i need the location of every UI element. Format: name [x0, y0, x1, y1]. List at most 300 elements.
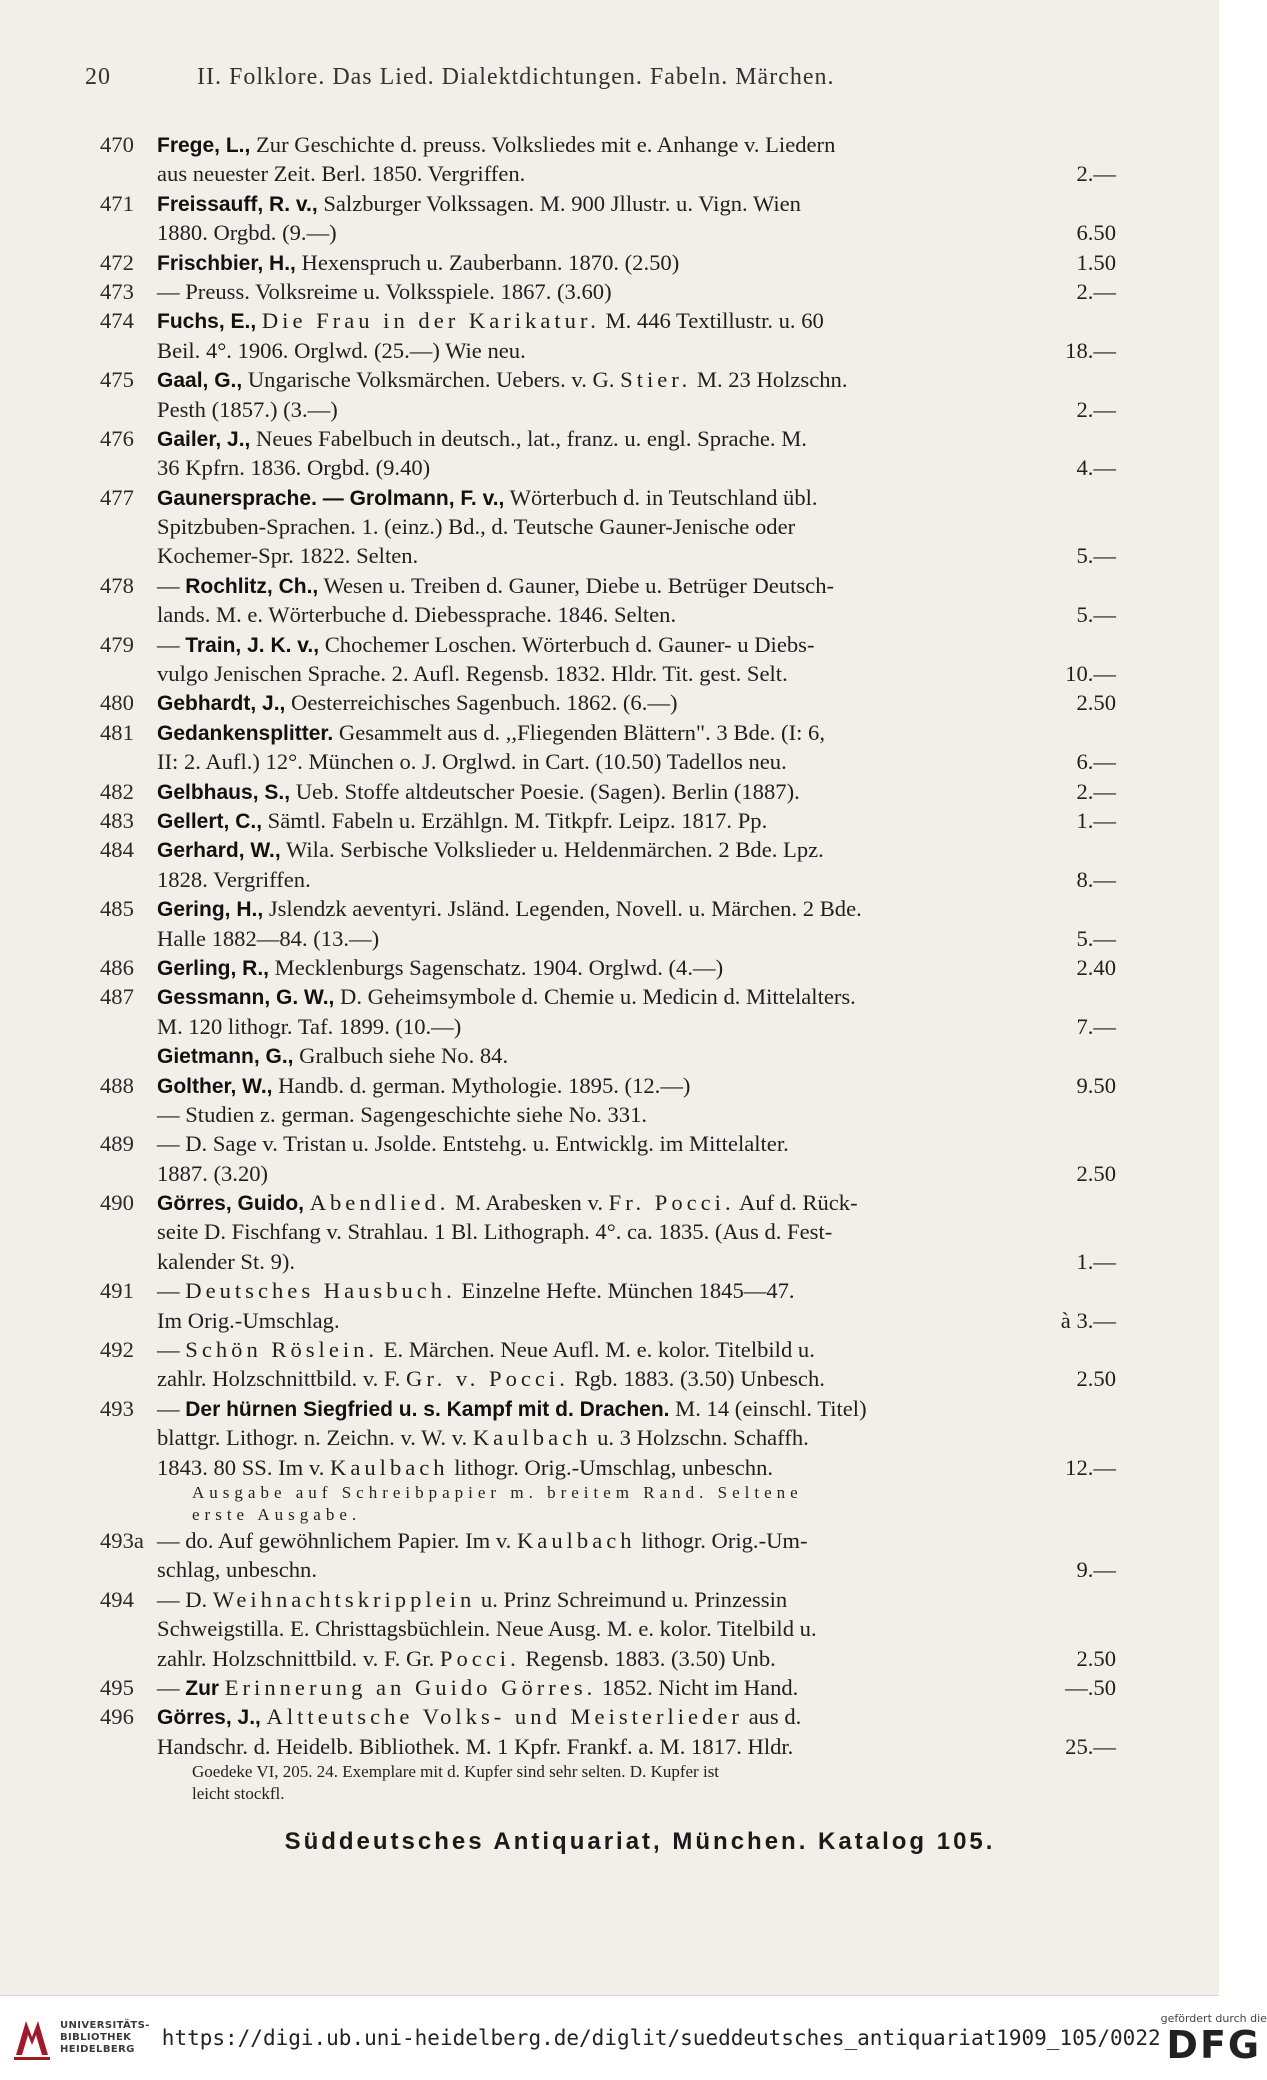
entry-line: [100, 571, 1116, 600]
entry-text: [157, 1188, 1116, 1218]
catalog-entry: [100, 1526, 1116, 1585]
entry-number: 472: [100, 249, 134, 275]
entry-line: [100, 306, 1116, 335]
entry-line: [100, 1100, 1116, 1129]
entry-segment: D. Geheimsymbole d. Chemie u. Medicin d. Mittelalters.: [334, 984, 856, 1010]
catalog-entry: [100, 835, 1116, 894]
entry-text: [157, 953, 1066, 983]
page-number: 20: [85, 64, 111, 90]
entry-price: 7.—: [1076, 1013, 1116, 1039]
entry-segment: u. 3 Holzschn. Schaffh.: [591, 1425, 809, 1451]
entry-line: [100, 1306, 1116, 1335]
entry-number: 482: [100, 778, 134, 804]
spaced-title: Weihnachtskripplein: [212, 1586, 476, 1612]
catalog-entry: [100, 688, 1116, 717]
entry-segment: Wörterbuch d. in Teutschland übl.: [504, 484, 818, 510]
author-name: Freissauff, R. v.,: [157, 192, 318, 216]
catalog-entry: [100, 1673, 1116, 1702]
entry-line: [100, 1644, 1116, 1673]
entry-price: à 3.—: [1060, 1307, 1116, 1333]
entry-price: 25.—: [1065, 1733, 1116, 1759]
entry-text: [157, 982, 1116, 1012]
entry-segment: Neues Fabelbuch in deutsch., lat., franz. u. engl. Sprache. M.: [250, 425, 807, 451]
entry-segment: lithogr. Orig.-Um-: [635, 1527, 808, 1553]
entry-text: [100, 218, 1066, 247]
entry-segment: Rgb. 1883. (3.50) Unbesch.: [568, 1366, 825, 1392]
entry-segment: — do. Auf gewöhnlichem Papier. Im v.: [157, 1527, 517, 1553]
catalog-entry: [100, 1129, 1116, 1188]
entry-price: 5.—: [1076, 925, 1116, 951]
entry-line: [100, 365, 1116, 394]
sponsor-block[interactable]: [1161, 2012, 1267, 2065]
author-name: Gedankensplitter.: [157, 721, 334, 745]
entry-segment: 1880. Orgbd. (9.—): [157, 220, 337, 246]
entry-note: Goedeke VI, 205. 24. Exemplare mit d. Kupfer sind sehr selten. D. Kupfer ist: [192, 1762, 720, 1782]
entry-number: 493a: [100, 1527, 144, 1553]
entry-line: [100, 336, 1116, 365]
author-name: Gessmann, G. W.,: [157, 986, 335, 1010]
spaced-title: Pocci.: [439, 1645, 520, 1671]
entry-line: [100, 453, 1116, 482]
entry-segment: 1843. 80 SS. Im v.: [157, 1454, 331, 1480]
entry-segment: —: [157, 572, 186, 598]
entry-line: [100, 483, 1116, 512]
entry-price: 10.—: [1065, 661, 1116, 687]
entry-segment: M. 446 Textillustr. u. 60: [599, 308, 824, 334]
entry-text: [157, 1129, 1116, 1158]
spaced-title: Erinnerung an Guido Görres.: [224, 1674, 597, 1700]
entry-segment: u. Prinz Schreimund u. Prinzessin: [475, 1586, 788, 1612]
entry-line: [100, 1071, 1116, 1100]
entry-text: [157, 483, 1116, 513]
author-name: Gerling, R.,: [157, 956, 270, 980]
entry-text: [157, 1394, 1116, 1424]
spaced-title: Kaulbach: [472, 1425, 592, 1451]
entry-text: [157, 189, 1116, 219]
entry-text: [157, 1071, 1066, 1101]
entry-line: [100, 1585, 1116, 1614]
entry-line: [100, 1188, 1116, 1217]
entry-segment: — Studien z. german. Sagengeschichte siehe No. 331.: [157, 1101, 648, 1127]
institution-name: [60, 2020, 150, 2056]
entry-number: 492: [100, 1337, 134, 1363]
catalog-entry: [100, 130, 1116, 189]
entry-text: [100, 1159, 1066, 1188]
entry-text: [100, 1217, 1116, 1246]
entry-segment: Handschr. d. Heidelb. Bibliothek. M. 1 Kpfr. Frankf. a. M. 1817. Hldr.: [157, 1733, 794, 1759]
entry-segment: Chochemer Loschen. Wörterbuch d. Gauner- u Diebs-: [319, 631, 815, 657]
university-library-logo[interactable]: [12, 2015, 150, 2061]
catalog-entry: [100, 277, 1116, 306]
author-name: Gering, H.,: [157, 898, 264, 922]
author-name: Zur: [185, 1676, 220, 1700]
entry-text: [100, 395, 1066, 424]
entry-segment: zahlr. Holzschnittbild. v. F. Gr.: [157, 1645, 440, 1671]
entry-segment: —: [157, 1395, 186, 1421]
catalog-footer: Süddeutsches Antiquariat, München. Katalog 105.: [284, 1828, 996, 1855]
entry-text: [157, 130, 1116, 160]
entry-number: 490: [100, 1190, 134, 1216]
entry-text: [157, 894, 1116, 924]
entry-price: 2.50: [1076, 690, 1116, 716]
entry-text: [100, 659, 1055, 688]
entry-segment: Einzelne Hefte. München 1845—47.: [455, 1278, 795, 1304]
entry-segment: 1887. (3.20): [157, 1160, 269, 1186]
entry-number: 481: [100, 719, 134, 745]
entry-line: [100, 541, 1116, 570]
entry-line: [100, 218, 1116, 247]
entry-line: [100, 982, 1116, 1011]
entry-number: 496: [100, 1704, 134, 1730]
entry-text: [100, 600, 1066, 629]
entry-number: 475: [100, 367, 134, 393]
entry-line: [100, 395, 1116, 424]
entry-segment: Jslendzk aeventyri. Jsländ. Legenden, Novell. u. Märchen. 2 Bde.: [263, 896, 862, 922]
catalog-entry: [100, 1585, 1116, 1673]
entry-segment: 1828. Vergriffen.: [157, 866, 311, 892]
entry-note: leicht stockfl.: [192, 1784, 285, 1804]
entry-text: [100, 1423, 1116, 1452]
entry-segment: Kochemer-Spr. 1822. Selten.: [157, 543, 419, 569]
entry-number: 486: [100, 954, 134, 980]
entry-segment: 1852. Nicht im Hand.: [596, 1674, 799, 1700]
entry-line: [100, 1423, 1116, 1452]
entry-note: Ausgabe auf Schreibpapier m. breitem Rand. Seltene: [192, 1482, 803, 1502]
catalog-entry: [100, 483, 1116, 571]
entry-text: [100, 1614, 1116, 1643]
entry-number: 480: [100, 690, 134, 716]
catalog-entry: [100, 1276, 1116, 1335]
entry-text: [100, 747, 1066, 776]
entry-segment: Regensb. 1883. (3.50) Unb.: [519, 1645, 776, 1671]
institution-line: HEIDELBERG: [60, 2044, 135, 2055]
entry-text: [100, 924, 1066, 953]
entry-number: 477: [100, 484, 134, 510]
entry-segment: —: [157, 1674, 186, 1700]
entry-line: [100, 865, 1116, 894]
entry-segment: Wila. Serbische Volkslieder u. Heldenmärchen. 2 Bde. Lpz.: [280, 837, 824, 863]
entry-line: [100, 1732, 1116, 1761]
entry-number: 488: [100, 1072, 134, 1098]
entry-line: [100, 688, 1116, 717]
entry-price: 12.—: [1065, 1454, 1116, 1480]
entry-line: [100, 747, 1116, 776]
entry-text: [157, 1335, 1116, 1364]
entry-text: [100, 1364, 1066, 1393]
catalog-entry: [100, 718, 1116, 777]
entry-price: 4.—: [1076, 455, 1116, 481]
entry-text: [157, 1526, 1116, 1555]
catalog-entry: [100, 1071, 1116, 1130]
entry-segment: Spitzbuben-Sprachen. 1. (einz.) Bd., d. Teutsche Gauner-Jenische oder: [157, 514, 796, 540]
catalog-entry: [100, 982, 1116, 1041]
catalog-entry: [100, 1041, 1116, 1070]
entry-number: 485: [100, 896, 134, 922]
entry-text: [100, 1644, 1066, 1673]
author-name: Gelbhaus, S.,: [157, 780, 291, 804]
entry-line: [100, 600, 1116, 629]
entry-segment: Im Orig.-Umschlag.: [157, 1307, 340, 1333]
entry-text: [157, 365, 1116, 395]
catalog-entry: [100, 630, 1116, 689]
entry-text: [100, 159, 1066, 188]
institution-line: BIBLIOTHEK: [60, 2032, 132, 2043]
entry-note: erste Ausgabe.: [192, 1504, 362, 1524]
entry-price: 2.—: [1076, 778, 1116, 804]
entry-text: [100, 1247, 1066, 1276]
entry-segment: Salzburger Volkssagen. M. 900 Jllustr. u. Vign. Wien: [317, 190, 801, 216]
catalog-entry: [100, 1702, 1116, 1805]
author-name: Gellert, C.,: [157, 809, 263, 833]
entry-number: 484: [100, 837, 134, 863]
entry-segment: Handb. d. german. Mythologie. 1895. (12.—): [272, 1072, 691, 1098]
entry-line: [100, 1364, 1116, 1393]
entry-text: [100, 453, 1066, 482]
entry-segment: vulgo Jenischen Sprache. 2. Aufl. Regensb. 1832. Hldr. Tit. gest. Selt.: [157, 661, 788, 687]
spaced-title: Abendlied.: [309, 1190, 450, 1216]
entry-text: [100, 336, 1055, 365]
entry-number: 491: [100, 1278, 134, 1304]
entry-segment: —: [157, 631, 186, 657]
entry-segment: —: [157, 1278, 186, 1304]
entry-number: 483: [100, 807, 134, 833]
entry-number: 479: [100, 631, 134, 657]
entry-segment: — D. Sage v. Tristan u. Jsolde. Entstehg. u. Entwicklg. im Mittelalter.: [157, 1131, 789, 1157]
catalog-entry: [100, 1335, 1116, 1394]
sponsor-caption: gefördert durch die: [1160, 2011, 1267, 2025]
author-name: Gietmann, G.,: [157, 1045, 294, 1069]
entry-line: [100, 1276, 1116, 1305]
entry-segment: II: 2. Aufl.) 12°. München o. J. Orglwd. in Cart. (10.50) Tadellos neu.: [157, 749, 787, 775]
entry-segment: seite D. Fischfang v. Strahlau. 1 Bl. Lithograph. 4°. ca. 1835. (Aus d. Fest-: [157, 1219, 833, 1245]
entry-segment: M. 23 Holzschn.: [691, 367, 848, 393]
author-name: Gaal, G.,: [157, 369, 243, 393]
author-name: Gailer, J.,: [157, 427, 251, 451]
entry-text: [157, 1673, 1055, 1703]
spaced-title: Gr. v. Pocci.: [406, 1366, 569, 1392]
entry-segment: Gesammelt aus d. ,,Fliegenden Blättern". 3 Bde. (I: 6,: [333, 719, 825, 745]
entry-segment: lands. M. e. Wörterbuche d. Diebessprache. 1846. Selten.: [157, 602, 677, 628]
entry-line: [100, 424, 1116, 453]
entry-price: 2.50: [1076, 1366, 1116, 1392]
entry-segment: — Preuss. Volksreime u. Volksspiele. 1867. (3.60): [157, 278, 612, 304]
author-name: Frischbier, H.,: [157, 251, 296, 275]
entry-number: 494: [100, 1586, 134, 1612]
viewer-bar: [0, 1995, 1267, 2080]
running-title: II. Folklore. Das Lied. Dialektdichtungen. Fabeln. Märchen.: [197, 64, 835, 90]
entry-segment: zahlr. Holzschnittbild. v. F.: [157, 1366, 406, 1392]
entry-line: [100, 159, 1116, 188]
entry-line: [100, 924, 1116, 953]
entry-segment: 36 Kpfrn. 1836. Orgbd. (9.40): [157, 455, 431, 481]
entry-number: 474: [100, 308, 134, 334]
entry-segment: Ungarische Volksmärchen. Uebers. v. G.: [242, 367, 621, 393]
entry-line: [100, 1012, 1116, 1041]
catalog-entry: [100, 953, 1116, 982]
entry-text: [157, 1702, 1116, 1732]
entry-text: [157, 248, 1066, 278]
entry-segment: Hexenspruch u. Zauberbann. 1870. (2.50): [295, 249, 680, 275]
entry-segment: M. Arabesken v.: [449, 1190, 609, 1216]
entry-line: [100, 894, 1116, 923]
entry-text: [100, 1453, 1055, 1482]
entry-price: 2.—: [1076, 278, 1116, 304]
entry-price: 1.—: [1076, 807, 1116, 833]
author-name: Fuchs, E.,: [157, 310, 257, 334]
entry-segment: aus d.: [742, 1704, 802, 1730]
entry-price: 2.40: [1076, 954, 1116, 980]
entry-line: [100, 1555, 1116, 1584]
entry-segment: Sämtl. Fabeln u. Erzählgn. M. Titkpfr. Leipz. 1817. Pp.: [262, 807, 768, 833]
entry-segment: —: [157, 1337, 186, 1363]
entry-text: [157, 718, 1116, 748]
entry-text: [100, 1012, 1066, 1041]
institution-line: UNIVERSITÄTS-: [60, 2020, 150, 2031]
entry-segment: Ueb. Stoffe altdeutscher Poesie. (Sagen). Berlin (1887).: [290, 778, 800, 804]
entry-line: [100, 1394, 1116, 1423]
entry-segment: M. 14 (einschl. Titel): [669, 1395, 867, 1421]
entry-line: [100, 277, 1116, 306]
spaced-title: Altteutsche Volks- und Meisterlieder: [266, 1704, 743, 1730]
entry-text: [157, 1585, 1116, 1614]
entry-text: [157, 630, 1116, 660]
catalog-entry: [100, 248, 1116, 277]
entry-line: [100, 953, 1116, 982]
entry-segment: aus neuester Zeit. Berl. 1850. Vergriffen.: [157, 161, 526, 187]
entry-text: [157, 1276, 1116, 1305]
entry-line: [100, 1453, 1116, 1482]
entry-line: [100, 1526, 1116, 1555]
entry-text: [100, 1732, 1055, 1761]
entry-number: 487: [100, 984, 134, 1010]
catalog-entry: [100, 424, 1116, 483]
spaced-title: Fr. Pocci.: [608, 1190, 735, 1216]
entry-line: [100, 189, 1116, 218]
university-seal-icon: [12, 2015, 52, 2061]
entry-line: [100, 1129, 1116, 1158]
entry-line: [100, 835, 1116, 864]
catalog-entries: [100, 130, 1116, 1805]
author-name: Görres, Guido,: [157, 1192, 305, 1216]
entry-text: [157, 688, 1066, 718]
author-name: Gaunersprache. — Grolmann, F. v.,: [157, 486, 505, 510]
entry-text: [157, 277, 1066, 306]
catalog-entry: [100, 894, 1116, 953]
entry-price: —.50: [1065, 1674, 1116, 1700]
entry-number: 489: [100, 1131, 134, 1157]
entry-price: 9.—: [1076, 1557, 1116, 1583]
entry-price: 9.50: [1076, 1072, 1116, 1098]
entry-number: 476: [100, 425, 134, 451]
entry-number: 478: [100, 572, 134, 598]
author-name: Der hürnen Siegfried u. s. Kampf mit d. Drachen.: [185, 1397, 670, 1421]
catalog-entry: [100, 1394, 1116, 1526]
entry-line: [100, 1702, 1116, 1731]
page-url-link[interactable]: https://digi.ub.uni-heidelberg.de/diglit/sueddeutsches_antiquariat1909_105/0022: [161, 2026, 1161, 2050]
entry-price: 2.50: [1076, 1160, 1116, 1186]
catalog-entry: [100, 306, 1116, 365]
author-name: Gerhard, W.,: [157, 839, 281, 863]
catalog-entry: [100, 777, 1116, 806]
entry-segment: Gralbuch siehe No. 84.: [293, 1043, 509, 1069]
entry-segment: kalender St. 9).: [157, 1248, 296, 1274]
entry-line: [100, 512, 1116, 541]
entry-price: 6.50: [1076, 220, 1116, 246]
author-name: Golther, W.,: [157, 1074, 273, 1098]
entry-line: [100, 1247, 1116, 1276]
entry-text: [157, 777, 1066, 807]
entry-number: 493: [100, 1395, 134, 1421]
entry-segment: Wesen u. Treiben d. Gauner, Diebe u. Betrüger Deutsch-: [318, 572, 835, 598]
entry-segment: Mecklenburgs Sagenschatz. 1904. Orglwd. (4.—): [269, 954, 724, 980]
author-name: Train, J. K. v.,: [185, 633, 320, 657]
entry-text: [157, 1041, 1116, 1071]
spaced-title: Schön Röslein.: [185, 1337, 379, 1363]
entry-line: [100, 718, 1116, 747]
author-name: Gebhardt, J.,: [157, 692, 286, 716]
entry-text: [100, 512, 1116, 541]
entry-line: [100, 1673, 1116, 1702]
entry-line: [100, 1041, 1116, 1070]
entry-number: 470: [100, 132, 134, 157]
entry-line: [100, 248, 1116, 277]
entry-text: [100, 1306, 1051, 1335]
entry-text: [157, 306, 1116, 336]
running-head: [85, 64, 1135, 91]
entry-segment: Auf d. Rück-: [734, 1190, 858, 1216]
entry-line: [100, 659, 1116, 688]
entry-text: [100, 1100, 1116, 1129]
entry-segment: Beil. 4°. 1906. Orglwd. (25.—) Wie neu.: [157, 337, 526, 363]
entry-line: [100, 130, 1116, 159]
entry-line: [100, 806, 1116, 835]
entry-segment: Schweigstilla. E. Christtagsbüchlein. Neue Ausg. M. e. kolor. Titelbild u.: [157, 1616, 817, 1642]
entry-text: [157, 571, 1116, 601]
entry-text: [100, 1555, 1066, 1584]
spaced-title: Kaulbach: [516, 1527, 636, 1553]
author-name: Rochlitz, Ch.,: [185, 574, 319, 598]
entry-segment: Zur Geschichte d. preuss. Volksliedes mit e. Anhange v. Liedern: [250, 132, 836, 157]
entry-segment: — D.: [157, 1586, 213, 1612]
entry-segment: Oesterreichisches Sagenbuch. 1862. (6.—): [285, 690, 678, 716]
entry-segment: lithogr. Orig.-Umschlag, unbeschn.: [448, 1454, 774, 1480]
entry-number: 495: [100, 1674, 134, 1700]
entry-price: 8.—: [1076, 866, 1116, 892]
entry-price: 2.—: [1076, 161, 1116, 187]
entry-text: [157, 424, 1116, 454]
entry-price: 5.—: [1076, 602, 1116, 628]
entry-segment: E. Märchen. Neue Aufl. M. e. kolor. Titelbild u.: [378, 1337, 815, 1363]
entry-line: [100, 1217, 1116, 1246]
spaced-title: Deutsches Hausbuch.: [185, 1278, 456, 1304]
entry-line: [100, 630, 1116, 659]
entry-text: [157, 806, 1066, 836]
catalog-entry: [100, 189, 1116, 248]
spaced-title: Kaulbach: [330, 1454, 449, 1480]
spaced-title: Stier.: [620, 367, 692, 393]
entry-line: [100, 1335, 1116, 1364]
author-name: Görres, J.,: [157, 1706, 261, 1730]
entry-segment: M. 120 lithogr. Taf. 1899. (10.—): [157, 1013, 462, 1039]
spaced-title: Die Frau in der Karikatur.: [261, 308, 600, 334]
catalog-entry: [100, 571, 1116, 630]
entry-price: 18.—: [1065, 337, 1116, 363]
entry-price: 1.—: [1076, 1248, 1116, 1274]
entry-number: 473: [100, 278, 134, 304]
entry-line: [100, 1614, 1116, 1643]
entry-price: 2.50: [1076, 1645, 1116, 1671]
entry-text: [100, 541, 1066, 570]
